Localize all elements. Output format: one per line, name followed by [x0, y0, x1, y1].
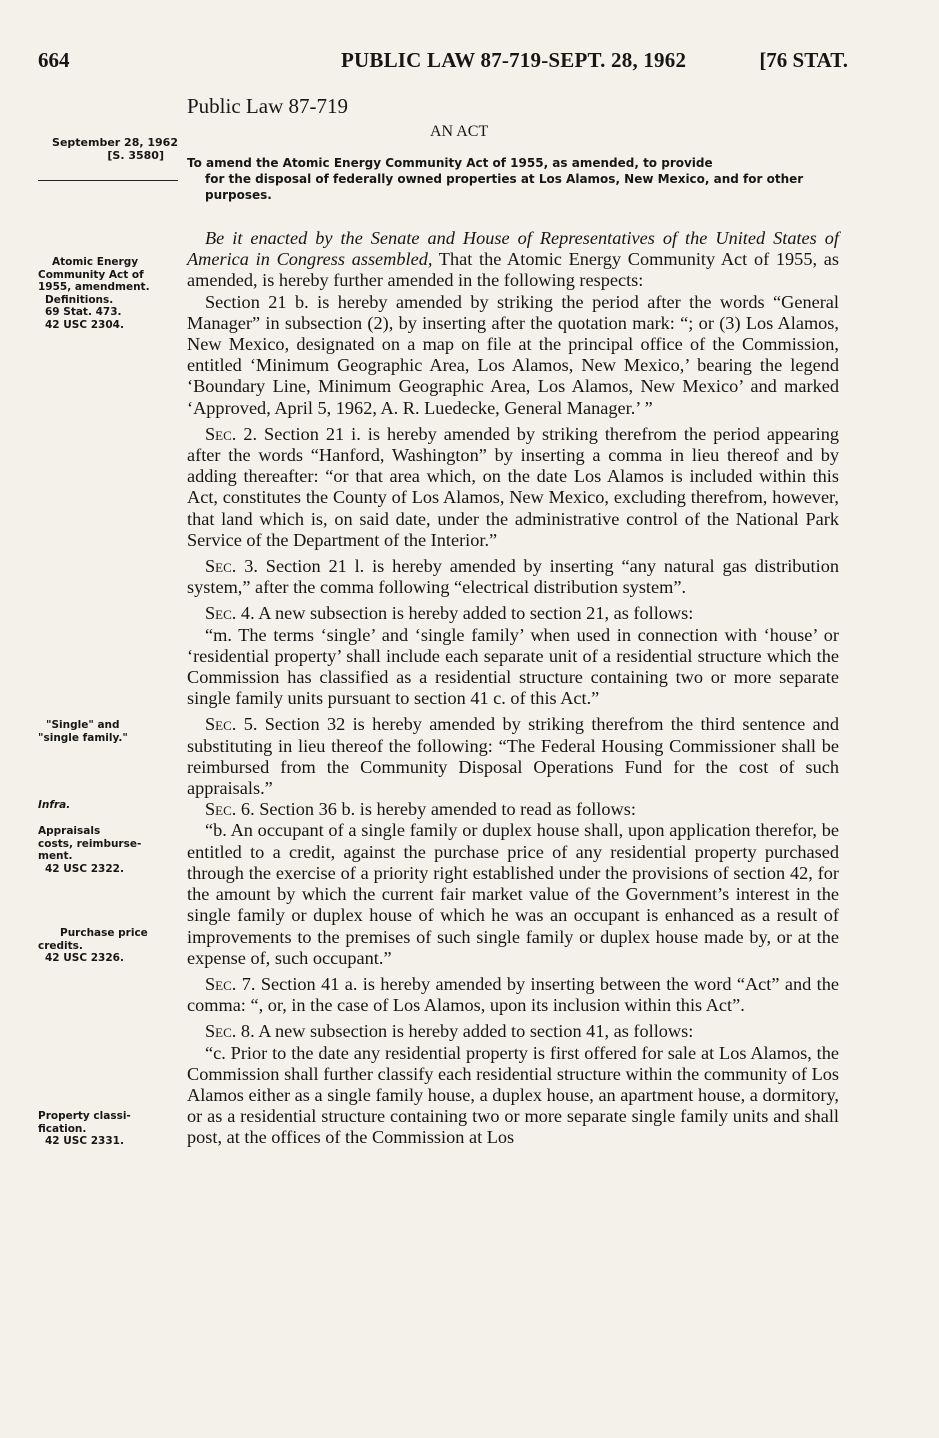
sec-label: Sec.	[205, 1021, 237, 1042]
margin-note-line: credits.	[38, 939, 83, 952]
public-law-title: Public Law 87-719	[187, 94, 348, 118]
sec-label: Sec.	[205, 973, 237, 994]
enacting-formula: Be it enacted by the Senate and House of Representatives of the United States of America in Congress assembled,	[187, 228, 839, 270]
purpose-line-1: To amend the Atomic Energy Community Act of 1955, as amended, to provide	[187, 156, 713, 170]
margin-note-line: Infra.	[38, 799, 71, 811]
margin-note-amendment	[38, 256, 180, 331]
purpose-rest: for the disposal of federally owned properties at Los Alamos, New Mexico, and for other purposes.	[205, 172, 804, 202]
act-purpose	[187, 155, 842, 203]
page-number: 664	[38, 48, 70, 72]
section-2	[187, 424, 839, 551]
date-note	[38, 136, 178, 162]
section-1: Section 21 b. is hereby amended by striking the period after the words “General Manager” in subsection (2), by inserting after the quotation mark: “; or (3) Los Alamos, New Mexico, designated on a map on file at the principal office of the Commission, entitled ‘Minimum Geographic Area, Los Alamos, New Mexico,’ bearing the legend ‘Boundary Line, Minimum Geographic Area, Los Alamos, New Mexico’ and marked ‘Approved, April 5, 1962, A. R. Luedecke, General Manager.’ ”	[187, 291, 839, 418]
section-4	[187, 603, 839, 624]
section-3	[187, 556, 839, 598]
act-body	[187, 228, 839, 1149]
section-text: 8. A new subsection is hereby added to section 41, as follows:	[236, 1021, 694, 1042]
section-6	[187, 799, 839, 820]
margin-note-line: "Single" and	[46, 719, 120, 731]
act-label: AN ACT	[430, 123, 489, 140]
margin-note-line: 1955, amendment.	[38, 281, 150, 293]
margin-note-line: Definitions.	[45, 293, 114, 306]
margin-note-appraisals	[38, 825, 180, 875]
section-text: 4. A new subsection is hereby added to section 21, as follows:	[236, 603, 694, 624]
sec-label: Sec.	[205, 556, 237, 577]
margin-note-line: 42 USC 2304.	[45, 318, 124, 331]
margin-note-line: Purchase price	[60, 927, 148, 939]
margin-note-line: 69 Stat. 473.	[45, 306, 122, 318]
section-text: 3. Section 21 l. is hereby amended by inserting “any natural gas distribution system,” after the comma following “electrical distribution system”.	[187, 556, 839, 598]
margin-note-purchase-price	[38, 927, 180, 965]
header-volume: [76 STAT.	[759, 48, 848, 72]
margin-note-property-classification	[38, 1110, 180, 1148]
sec-label: Sec.	[205, 423, 237, 444]
section-text: 7. Section 41 a. is hereby amended by inserting between the word “Act” and the comma: “, or, in the case of Los Alamos, upon its inclusion within this Act”.	[187, 973, 839, 1016]
margin-note-line: Community Act of	[38, 268, 144, 281]
margin-note-single-family	[38, 719, 180, 744]
enacting-text: That the Atomic Energy Community Act of 1955, as amended, is hereby further amended in the following respects:	[187, 249, 839, 291]
margin-note-line: Atomic Energy	[52, 256, 139, 268]
section-text: 5. Section 32 is hereby amended by striking therefrom the third sentence and substituting in lieu thereof the following: “The Federal Housing Commissioner shall be reimbursed from the Community Disposal Operations Fund for the cost of such appraisals.”	[187, 714, 839, 799]
margin-note-line: fication.	[38, 1122, 87, 1135]
margin-note-line: Property classi-	[38, 1110, 131, 1122]
section-text: 6. Section 36 b. is hereby amended to read as follows:	[236, 799, 636, 820]
margin-note-line: "single family."	[38, 731, 128, 744]
sec-label: Sec.	[205, 603, 237, 624]
section-6-quote: “b. An occupant of a single family or duplex house shall, upon application therefor, be entitled to a credit, against the purchase price of any residential property purchased through the exercise of a priority right established under the provisions of section 42, for the amount by which the current fair market value of the Government’s interest in the single family or duplex house of which he was an occupant is enhanced as a result of improvements to the premises of such single family or duplex house made by, or at the expense of, such occupant.”	[187, 820, 839, 968]
header-title: PUBLIC LAW 87-719-SEPT. 28, 1962	[341, 48, 687, 72]
margin-note-line: Appraisals	[38, 825, 101, 837]
enacting-clause	[187, 228, 839, 292]
sec-label: Sec.	[205, 714, 237, 735]
margin-note-line: 42 USC 2322.	[45, 862, 124, 875]
sec-label: Sec.	[205, 799, 237, 820]
section-text: 2. Section 21 i. is hereby amended by striking therefrom the period appearing after the words “Hanford, Washington” by inserting a comma in lieu thereof and by adding thereafter: “or that area which, on the date Los Alamos is included within this Act, constitutes the County of Los Alamos, New Mexico, excluding therefrom, however, that land which is, on said date, under the administrative control of the National Park Service of the Department of the Interior.”	[187, 423, 839, 550]
section-8	[187, 1021, 839, 1042]
margin-note-line: ment.	[38, 850, 73, 862]
section-5	[187, 714, 839, 799]
bill-number: [S. 3580]	[107, 149, 164, 162]
running-header	[38, 48, 848, 78]
date-rule-divider	[38, 180, 178, 181]
margin-note-line: 42 USC 2331.	[45, 1135, 124, 1147]
margin-note-line: costs, reimburse-	[38, 837, 142, 850]
section-8-quote: “c. Prior to the date any residential property is first offered for sale at Los Alamos, the Commission shall further classify each residential structure within the community of Los Alamos either as a single family house, a duplex house, an apartment house, a dormitory, or as a residential structure containing two or more separate single family units and shall post, at the offices of the Commission at Los	[187, 1042, 839, 1148]
section-4-quote: “m. The terms ‘single’ and ‘single family’ when used in connection with ‘house’ or ‘residential property’ shall include each separate unit of a residential structure which the Commission has classified as a residential structure containing two or more separate single family units pursuant to section 41 c. of this Act.”	[187, 624, 839, 709]
margin-note-infra	[38, 799, 180, 812]
enactment-date: September 28, 1962	[52, 136, 178, 149]
margin-note-line: 42 USC 2326.	[45, 952, 124, 964]
section-7	[187, 974, 839, 1016]
